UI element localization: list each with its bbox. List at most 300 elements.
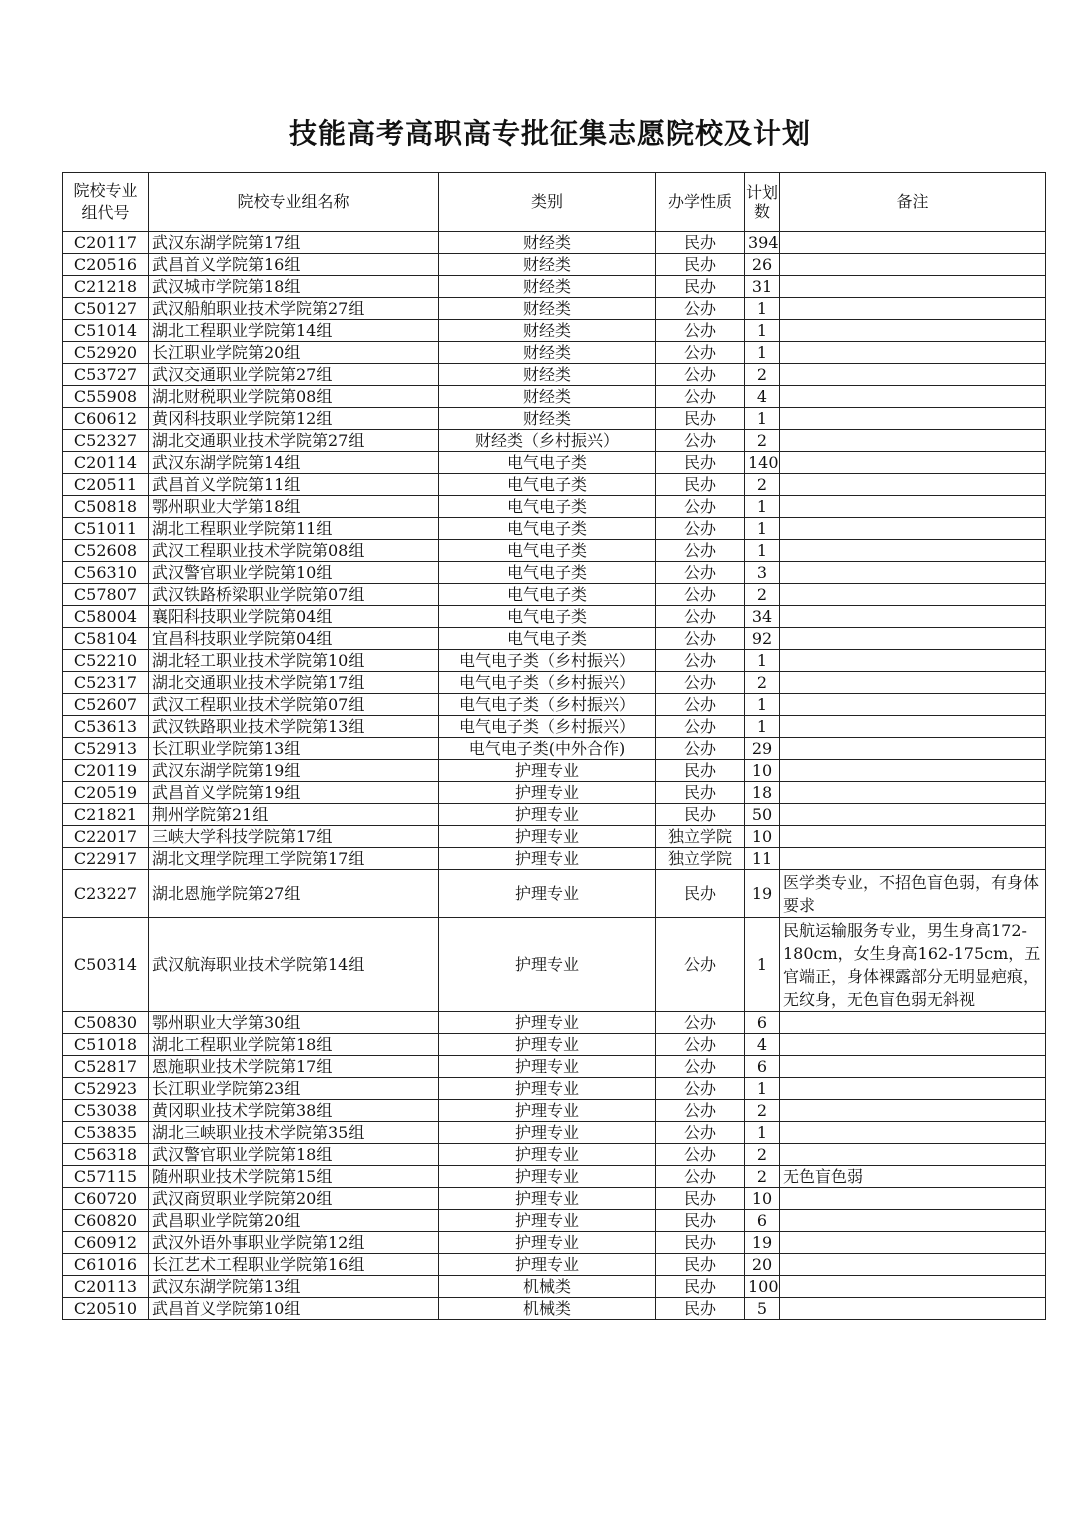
table-row [63,540,1046,562]
cell-category: 电气电子类 [439,584,656,606]
cell-category: 护理专业 [439,1078,656,1100]
cell-nature: 公办 [656,320,745,342]
cell-code: C52913 [63,738,149,760]
cell-plan: 6 [745,1012,780,1034]
table-body [63,232,1046,1320]
cell-name: 随州职业技术学院第15组 [149,1166,439,1188]
cell-plan: 1 [745,518,780,540]
cell-category: 电气电子类(中外合作) [439,738,656,760]
cell-nature: 民办 [656,1210,745,1232]
cell-nature: 民办 [656,276,745,298]
cell-code: C61016 [63,1254,149,1276]
cell-plan: 100 [745,1276,780,1298]
cell-nature: 民办 [656,254,745,276]
cell-plan: 10 [745,760,780,782]
table-row [63,1100,1046,1122]
cell-plan: 29 [745,738,780,760]
cell-name: 武昌职业学院第20组 [149,1210,439,1232]
table-row [63,1122,1046,1144]
cell-category: 护理专业 [439,1254,656,1276]
cell-name: 武汉外语外事职业学院第12组 [149,1232,439,1254]
table-row [63,1232,1046,1254]
cell-nature: 民办 [656,408,745,430]
cell-code: C20113 [63,1276,149,1298]
cell-nature: 公办 [656,386,745,408]
cell-category: 护理专业 [439,1100,656,1122]
cell-plan: 140 [745,452,780,474]
cell-plan: 1 [745,320,780,342]
cell-note [780,364,1046,386]
cell-nature: 公办 [656,518,745,540]
cell-category: 电气电子类（乡村振兴） [439,694,656,716]
cell-note [780,254,1046,276]
table-row [63,804,1046,826]
cell-name: 长江职业学院第20组 [149,342,439,364]
cell-nature: 公办 [656,1166,745,1188]
cell-code: C52317 [63,672,149,694]
cell-code: C57115 [63,1166,149,1188]
cell-plan: 1 [745,1122,780,1144]
cell-note [780,298,1046,320]
cell-plan: 50 [745,804,780,826]
table-row [63,452,1046,474]
cell-note [780,782,1046,804]
cell-category: 护理专业 [439,1056,656,1078]
cell-nature: 公办 [656,584,745,606]
cell-note [780,1276,1046,1298]
cell-note [780,232,1046,254]
cell-category: 财经类 [439,254,656,276]
cell-name: 武汉船舶职业技术学院第27组 [149,298,439,320]
cell-nature: 民办 [656,1276,745,1298]
cell-name: 武昌首义学院第11组 [149,474,439,496]
cell-code: C52923 [63,1078,149,1100]
cell-note [780,716,1046,738]
cell-category: 电气电子类（乡村振兴） [439,672,656,694]
cell-nature: 民办 [656,1232,745,1254]
cell-nature: 公办 [656,716,745,738]
cell-category: 护理专业 [439,782,656,804]
cell-code: C52607 [63,694,149,716]
cell-nature: 公办 [656,540,745,562]
table-row [63,474,1046,496]
cell-note [780,1034,1046,1056]
cell-note [780,848,1046,870]
cell-name: 武汉工程职业技术学院第08组 [149,540,439,562]
table-row [63,738,1046,760]
table-row [63,320,1046,342]
cell-code: C52608 [63,540,149,562]
cell-category: 机械类 [439,1276,656,1298]
cell-name: 长江职业学院第13组 [149,738,439,760]
cell-code: C53613 [63,716,149,738]
cell-category: 电气电子类 [439,452,656,474]
cell-plan: 2 [745,364,780,386]
cell-note [780,562,1046,584]
table-row [63,298,1046,320]
cell-plan: 20 [745,1254,780,1276]
cell-code: C60912 [63,1232,149,1254]
cell-plan: 31 [745,276,780,298]
cell-note [780,1012,1046,1034]
cell-plan: 5 [745,1298,780,1320]
cell-nature: 公办 [656,1100,745,1122]
table-row [63,606,1046,628]
table-row [63,870,1046,918]
table-header-row [63,173,1046,232]
cell-name: 湖北工程职业学院第11组 [149,518,439,540]
table-row [63,276,1046,298]
cell-name: 宜昌科技职业学院第04组 [149,628,439,650]
cell-note [780,1210,1046,1232]
table-row [63,562,1046,584]
cell-note [780,1144,1046,1166]
cell-note [780,1122,1046,1144]
cell-nature: 公办 [656,1012,745,1034]
plan-table [62,172,1046,1320]
cell-code: C52327 [63,430,149,452]
table-row [63,1276,1046,1298]
cell-note [780,1056,1046,1078]
cell-plan: 6 [745,1210,780,1232]
cell-code: C21821 [63,804,149,826]
cell-name: 武昌首义学院第10组 [149,1298,439,1320]
cell-code: C58104 [63,628,149,650]
cell-category: 电气电子类 [439,540,656,562]
cell-plan: 11 [745,848,780,870]
cell-plan: 6 [745,1056,780,1078]
cell-code: C50830 [63,1012,149,1034]
cell-code: C50314 [63,918,149,1012]
cell-category: 护理专业 [439,870,656,918]
cell-code: C20516 [63,254,149,276]
cell-note [780,342,1046,364]
cell-name: 湖北财税职业学院第08组 [149,386,439,408]
cell-name: 武汉东湖学院第13组 [149,1276,439,1298]
header-nature: 办学性质 [656,173,745,232]
cell-name: 湖北轻工职业技术学院第10组 [149,650,439,672]
cell-plan: 1 [745,918,780,1012]
cell-category: 财经类（乡村振兴） [439,430,656,452]
table-row [63,518,1046,540]
cell-name: 湖北文理学院理工学院第17组 [149,848,439,870]
table-row [63,342,1046,364]
table-row [63,364,1046,386]
cell-code: C51011 [63,518,149,540]
cell-note [780,606,1046,628]
cell-category: 护理专业 [439,1166,656,1188]
table-row [63,782,1046,804]
cell-plan: 18 [745,782,780,804]
cell-nature: 公办 [656,364,745,386]
cell-category: 护理专业 [439,1144,656,1166]
table-row [63,430,1046,452]
cell-nature: 公办 [656,918,745,1012]
cell-name: 鄂州职业大学第18组 [149,496,439,518]
cell-category: 机械类 [439,1298,656,1320]
cell-plan: 1 [745,342,780,364]
cell-note [780,1298,1046,1320]
cell-nature: 民办 [656,782,745,804]
cell-note [780,1078,1046,1100]
cell-note [780,320,1046,342]
cell-name: 武汉东湖学院第19组 [149,760,439,782]
cell-category: 电气电子类（乡村振兴） [439,650,656,672]
table-row [63,1056,1046,1078]
table-row [63,1254,1046,1276]
cell-plan: 1 [745,496,780,518]
cell-name: 武汉铁路职业技术学院第13组 [149,716,439,738]
cell-name: 恩施职业技术学院第17组 [149,1056,439,1078]
cell-name: 武昌首义学院第16组 [149,254,439,276]
cell-nature: 公办 [656,628,745,650]
cell-name: 长江职业学院第23组 [149,1078,439,1100]
table-row [63,694,1046,716]
table-row [63,628,1046,650]
cell-note [780,804,1046,826]
cell-plan: 2 [745,1100,780,1122]
cell-category: 财经类 [439,320,656,342]
cell-nature: 公办 [656,1122,745,1144]
table-row [63,1166,1046,1188]
cell-note [780,1188,1046,1210]
cell-name: 武汉东湖学院第14组 [149,452,439,474]
cell-note [780,1254,1046,1276]
cell-code: C60720 [63,1188,149,1210]
cell-code: C21218 [63,276,149,298]
cell-nature: 公办 [656,694,745,716]
cell-name: 湖北恩施学院第27组 [149,870,439,918]
cell-code: C58004 [63,606,149,628]
cell-nature: 公办 [656,1144,745,1166]
cell-code: C52817 [63,1056,149,1078]
cell-category: 护理专业 [439,760,656,782]
table-row [63,918,1046,1012]
page-title: 技能高考高职高专批征集志愿院校及计划 [288,117,811,150]
cell-nature: 公办 [656,1056,745,1078]
cell-nature: 公办 [656,606,745,628]
cell-category: 电气电子类 [439,518,656,540]
cell-nature: 公办 [656,1034,745,1056]
table-row [63,408,1046,430]
table-row [63,232,1046,254]
cell-plan: 394 [745,232,780,254]
cell-code: C60612 [63,408,149,430]
cell-note: 无色盲色弱 [780,1166,1046,1188]
cell-code: C22017 [63,826,149,848]
cell-name: 武汉警官职业学院第10组 [149,562,439,584]
cell-name: 长江艺术工程职业学院第16组 [149,1254,439,1276]
cell-code: C56318 [63,1144,149,1166]
cell-nature: 民办 [656,1254,745,1276]
cell-code: C52920 [63,342,149,364]
header-code: 院校专业组代号 [63,173,149,232]
cell-plan: 2 [745,1166,780,1188]
cell-code: C20511 [63,474,149,496]
cell-nature: 民办 [656,760,745,782]
table-row [63,760,1046,782]
header-plan: 计划数 [745,173,780,232]
cell-nature: 公办 [656,650,745,672]
cell-name: 鄂州职业大学第30组 [149,1012,439,1034]
cell-plan: 1 [745,298,780,320]
cell-nature: 民办 [656,232,745,254]
table-row [63,1298,1046,1320]
table-row [63,650,1046,672]
cell-note [780,540,1046,562]
cell-name: 武汉商贸职业学院第20组 [149,1188,439,1210]
cell-category: 护理专业 [439,804,656,826]
cell-category: 财经类 [439,298,656,320]
cell-category: 财经类 [439,386,656,408]
cell-name: 湖北工程职业学院第14组 [149,320,439,342]
table-row [63,1144,1046,1166]
cell-plan: 4 [745,1034,780,1056]
cell-name: 武汉工程职业技术学院第07组 [149,694,439,716]
header-note: 备注 [780,173,1046,232]
cell-plan: 26 [745,254,780,276]
cell-plan: 1 [745,1078,780,1100]
cell-code: C51014 [63,320,149,342]
cell-name: 湖北交通职业技术学院第27组 [149,430,439,452]
cell-category: 护理专业 [439,918,656,1012]
cell-note [780,496,1046,518]
cell-code: C60820 [63,1210,149,1232]
cell-note [780,650,1046,672]
cell-name: 湖北工程职业学院第18组 [149,1034,439,1056]
cell-name: 武汉交通职业学院第27组 [149,364,439,386]
cell-category: 护理专业 [439,848,656,870]
cell-name: 武汉东湖学院第17组 [149,232,439,254]
cell-name: 武汉航海职业技术学院第14组 [149,918,439,1012]
cell-plan: 10 [745,826,780,848]
cell-category: 电气电子类 [439,496,656,518]
cell-plan: 2 [745,1144,780,1166]
table-row [63,496,1046,518]
header-category: 类别 [439,173,656,232]
cell-nature: 公办 [656,342,745,364]
cell-note [780,760,1046,782]
cell-nature: 民办 [656,474,745,496]
cell-plan: 2 [745,474,780,496]
cell-name: 襄阳科技职业学院第04组 [149,606,439,628]
cell-nature: 民办 [656,1298,745,1320]
cell-note [780,584,1046,606]
cell-nature: 民办 [656,1188,745,1210]
cell-code: C20114 [63,452,149,474]
cell-code: C56310 [63,562,149,584]
cell-plan: 2 [745,430,780,452]
cell-plan: 4 [745,386,780,408]
cell-category: 电气电子类 [439,606,656,628]
cell-plan: 1 [745,716,780,738]
cell-code: C53727 [63,364,149,386]
cell-note [780,408,1046,430]
table-row [63,1188,1046,1210]
cell-code: C23227 [63,870,149,918]
cell-note [780,474,1046,496]
cell-nature: 独立学院 [656,826,745,848]
cell-plan: 3 [745,562,780,584]
cell-code: C57807 [63,584,149,606]
cell-code: C53835 [63,1122,149,1144]
cell-note [780,276,1046,298]
cell-category: 电气电子类 [439,628,656,650]
cell-category: 电气电子类 [439,474,656,496]
cell-plan: 10 [745,1188,780,1210]
cell-category: 财经类 [439,364,656,386]
cell-note [780,518,1046,540]
cell-code: C53038 [63,1100,149,1122]
table-row [63,848,1046,870]
cell-nature: 公办 [656,430,745,452]
table-row [63,1210,1046,1232]
table-row [63,254,1046,276]
cell-note: 医学类专业，不招色盲色弱，有身体要求 [780,870,1046,918]
table-row [63,672,1046,694]
cell-category: 护理专业 [439,826,656,848]
cell-category: 护理专业 [439,1122,656,1144]
cell-category: 护理专业 [439,1188,656,1210]
header-name: 院校专业组名称 [149,173,439,232]
cell-note [780,430,1046,452]
cell-note [780,694,1046,716]
cell-nature: 民办 [656,870,745,918]
cell-name: 黄冈科技职业学院第12组 [149,408,439,430]
cell-note [780,738,1046,760]
cell-name: 黄冈职业技术学院第38组 [149,1100,439,1122]
cell-code: C20510 [63,1298,149,1320]
cell-plan: 1 [745,540,780,562]
cell-code: C20117 [63,232,149,254]
cell-code: C55908 [63,386,149,408]
cell-plan: 19 [745,870,780,918]
cell-plan: 19 [745,1232,780,1254]
cell-nature: 公办 [656,496,745,518]
cell-category: 护理专业 [439,1012,656,1034]
cell-category: 财经类 [439,232,656,254]
cell-note [780,672,1046,694]
cell-plan: 92 [745,628,780,650]
cell-nature: 公办 [656,672,745,694]
cell-nature: 公办 [656,1078,745,1100]
cell-plan: 2 [745,672,780,694]
table-row [63,1078,1046,1100]
cell-plan: 2 [745,584,780,606]
cell-category: 财经类 [439,276,656,298]
cell-note [780,1100,1046,1122]
cell-name: 湖北三峡职业技术学院第35组 [149,1122,439,1144]
cell-nature: 公办 [656,298,745,320]
cell-plan: 1 [745,408,780,430]
table-row [63,716,1046,738]
cell-category: 护理专业 [439,1232,656,1254]
cell-code: C20519 [63,782,149,804]
cell-name: 武汉警官职业学院第18组 [149,1144,439,1166]
cell-name: 三峡大学科技学院第17组 [149,826,439,848]
cell-category: 电气电子类 [439,562,656,584]
cell-name: 武汉铁路桥梁职业学院第07组 [149,584,439,606]
cell-nature: 民办 [656,452,745,474]
cell-category: 财经类 [439,408,656,430]
cell-note [780,628,1046,650]
cell-category: 护理专业 [439,1034,656,1056]
cell-code: C51018 [63,1034,149,1056]
cell-note [780,826,1046,848]
cell-code: C52210 [63,650,149,672]
table-row [63,584,1046,606]
cell-category: 电气电子类（乡村振兴） [439,716,656,738]
